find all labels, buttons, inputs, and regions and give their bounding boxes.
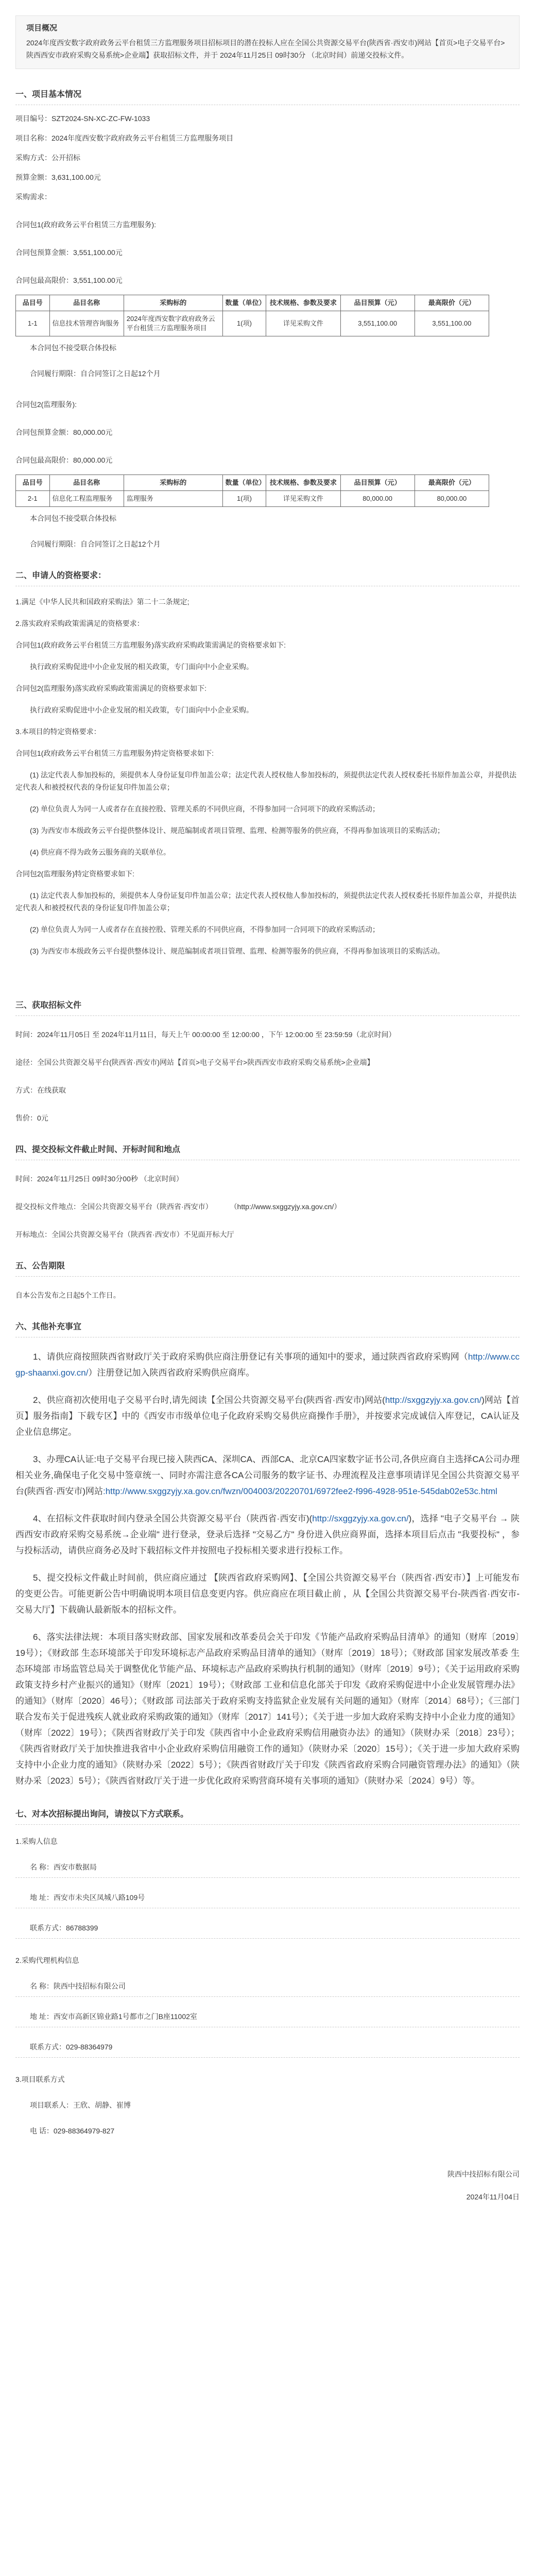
package1-max-price: 合同包最高限价：3,551,100.00元: [15, 276, 123, 284]
cell-item-budget: 3,551,100.00: [340, 311, 415, 336]
qualification-line: 2.落实政府采购政策需满足的资格要求：: [15, 619, 144, 628]
col-specs: 技术规格、参数及要求: [266, 295, 340, 311]
qualification-line: 合同包2(监理服务)落实政府采购政策需满足的资格要求如下:: [15, 684, 206, 692]
table-header-row: [16, 475, 489, 491]
package1-items-table: [15, 295, 489, 336]
divider: [15, 1877, 520, 1878]
section-heading-get-documents: 三、获取招标文件: [15, 998, 520, 1016]
col-item-name: 品目名称: [49, 475, 124, 491]
agency-phone: 联系方式：029-88364979: [30, 2043, 113, 2051]
other-item-2-tail: )网站【首页】服务指南】下载专区】中的《西安市市级单位电子化政府采购交易供应商操作手册》，并按要求完成诚信入库登记，CA认证及企业信息绑定。: [15, 1395, 520, 1437]
agency-address: 地 址：西安市高新区锦业路1号都市之门B座11002室: [30, 2012, 197, 2021]
section-heading-contacts: 七、对本次招标提出询问，请按以下方式联系。: [15, 1807, 520, 1825]
table-row: [16, 491, 489, 507]
agency-name: 名 称：陕西中技招标有限公司: [30, 1982, 126, 1990]
qualification-line: 合同包1(政府政务云平台租赁三方监理服务)特定资格要求如下:: [15, 749, 214, 757]
other-item-6: 6、落实法律法规：本项目落实财政部、国家发展和改革委员会关于印发《节能产品政府采购品目清单》的通知（财库〔2019〕19号）；《财政部 生态环境部关于印发环境标志产品政府采购品目清单的通知》（财库〔2019〕18号）；《财政部 国家发展改革委 生态环境部 市场监管总局关于调整优化节能产品、环境标志产品政府采购执行机制的通知》（财库〔2019〕9号）；《关于运用政府采购政策支持乡村产业振兴的通知》（财库〔2021〕19号）；《财政部 工业和信息化部关于印发《政府采购促进中小企业发展管理办法》的通知》（财库〔2020〕46号）；《财政部 司法部关于政府采购支持监狱企业发展有关问题的通知》（财库〔2014〕68号）；《三部门联合发布关于促进残疾人就业政府采购政策的通知》（财库〔2017〕141号）；《关于进一步加大政府采购支持中小企业力度的通知》（财库〔2022〕19号）；《陕西省财政厅关于印发《陕西省中小企业政府采购信用融资办法》的通知》（陕财办采〔2018〕23号）；《陕西省财政厅关于加快推进我省中小企业政府采购信用融资工作的通知》（陕财办采〔2020〕15号）；《关于进一步加大政府采购支持中小企业力度的通知》（陕财办采〔2022〕5号）；《陕西省财政厅关于印发《陕西省政府采购合同融资管理办法》的通知》（陕财办采〔2023〕5号）；《陕西省财政厅关于进一步优化政府采购营商环境有关事项的通知》（陕财办采〔2024〕9号）等。: [15, 1632, 520, 1786]
cell-item-budget: 80,000.00: [340, 491, 415, 507]
cell-item-name: 信息化工程监理服务: [49, 491, 124, 507]
package2-budget: 合同包预算金额：80,000.00元: [15, 428, 113, 436]
package1-budget: 合同包预算金额：3,551,100.00元: [15, 248, 123, 257]
other-item-5: [15, 1570, 520, 1618]
col-quantity: 数量（单位）: [222, 475, 266, 491]
table-header-row: [16, 295, 489, 311]
cell-subject: 2024年度西安数字政府政务云平台租赁三方监理服务项目: [124, 311, 222, 336]
divider: [15, 2057, 520, 2058]
overview-text: 2024年度西安数字政府政务云平台租赁三方监理服务项目招标项目的潜在投标人应在全国公共资源交易平台(陕西省·西安市)网站【首页>电子交易平台>陕西西安市政府采购交易系统>企业端】获取招标文件，并于 2024年11月25日 09时30分 （北京时间）前递交投标文件。: [26, 39, 505, 59]
cell-specs: 详见采购文件: [266, 491, 340, 507]
purchaser-address: 地 址：西安市未央区凤城八路109号: [30, 1893, 145, 1902]
col-specs: 技术规格、参数及要求: [266, 475, 340, 491]
divider: [15, 1996, 520, 1997]
doc-way: 方式：在线获取: [15, 1086, 66, 1094]
purchaser-title: 1.采购人信息: [15, 1837, 58, 1845]
package1-consortium-note: 本合同包不接受联合体投标: [30, 344, 116, 352]
ccgp-link[interactable]: http://www.ccgp-shaanxi.gov.cn/: [15, 1352, 520, 1378]
signature-date: 2024年11月04日: [466, 2193, 520, 2201]
cell-quantity: 1(项): [222, 311, 266, 336]
qualification-line: 执行政府采购促进中小企业发展的相关政策，专门面向中小企业采购。: [30, 663, 253, 671]
qualification-line: 合同包2(监理服务)特定资格要求如下:: [15, 870, 134, 878]
section-heading-submission: 四、提交投标文件截止时间、开标时间和地点: [15, 1143, 520, 1160]
col-subject: 采购标的: [124, 475, 222, 491]
project-name: 项目名称：2024年度西安数字政府政务云平台租赁三方监理服务项目: [15, 134, 234, 142]
submission-time: 时间：2024年11月25日 09时30分00秒 （北京时间）: [15, 1175, 183, 1183]
col-item-no: 品目号: [16, 475, 50, 491]
section-heading-basic-info: 一、项目基本情况: [15, 88, 520, 105]
ca-guide-link[interactable]: :http://www.sxggzyjy.xa.gov.cn/fwzn/004003/20220701/6972fee2-f996-4928-951e-545dab02e53c.html: [102, 1486, 497, 1496]
other-item-1-text: 1、请供应商按照陕西省财政厅关于政府采购供应商注册登记有关事项的通知中的要求，通过陕西省政府采购网（: [33, 1352, 468, 1362]
cell-specs: 详见采购文件: [266, 311, 340, 336]
submission-place-label: 提交投标文件地点：全国公共资源交易平台（陕西省·西安市）: [15, 1202, 213, 1211]
col-quantity: 数量（单位）: [222, 295, 266, 311]
requirement-item: (2) 单位负责人为同一人或者存在直接控股、管理关系的不同供应商，不得参加同一合同项下的政府采购活动；: [30, 925, 379, 934]
divider: [15, 1938, 520, 1939]
section-heading-notice-period: 五、公告期限: [15, 1259, 520, 1277]
trade-platform-link[interactable]: http://sxggzyjy.xa.gov.cn/: [312, 1514, 409, 1523]
agency-title: 2.采购代理机构信息: [15, 1956, 79, 1964]
other-item-2-text: 2、供应商初次使用电子交易平台时,请先阅读【全国公共资源交易平台(陕西省·西安市)网站(: [33, 1395, 385, 1405]
package2-name: 合同包2(监理服务):: [15, 400, 77, 409]
other-item-1-tail: ）注册登记加入陕西省政府采购供应商库。: [88, 1368, 255, 1378]
col-max-price: 最高限价（元）: [415, 475, 489, 491]
other-item-5-tail: ，从【全国公共资源交易平台-陕西省·西安市-交易大厅】下载确认最新版本的招标文件。: [15, 1589, 520, 1615]
package2-max-price: 合同包最高限价：80,000.00元: [15, 456, 113, 464]
purchaser-phone: 联系方式：86788399: [30, 1924, 98, 1932]
cell-item-no: 2-1: [16, 491, 50, 507]
project-contact-names: 项目联系人：王欣、胡静、崔博: [30, 2101, 131, 2109]
package2-items-table: [15, 474, 489, 507]
package1-name: 合同包1(政府政务云平台租赁三方监理服务):: [15, 221, 156, 229]
qualification-line: 合同包1(政府政务云平台租赁三方监理服务)落实政府采购政策需满足的资格要求如下:: [15, 641, 286, 649]
other-item-4: [15, 1511, 520, 1558]
project-number: 项目编号：SZT2024-SN-XC-ZC-FW-1033: [15, 114, 150, 123]
other-item-3-text: 3、办理CA认证:电子交易平台现已接入陕西CA、深圳CA、西部CA、北京CA四家数字证书公司,各供应商自主选择CA公司办理相关业务,确保电子化交易中签章统一、同时亦需注意各CA公司服务的数字证书、办理流程及注意事项请详见全国公共资源交易平台(陕西省·西安市)网站: [15, 1454, 520, 1496]
doc-price: 售价：0元: [15, 1114, 48, 1122]
package2-consortium-note: 本合同包不接受联合体投标: [30, 514, 116, 522]
col-subject: 采购标的: [124, 295, 222, 311]
notice-period-text: 自本公告发布之日起5个工作日。: [15, 1291, 120, 1299]
section-heading-other: 六、其他补充事宜: [15, 1320, 520, 1337]
other-item-3: [15, 1451, 520, 1499]
other-item-1: [15, 1349, 520, 1381]
doc-time: 时间：2024年11月05日 至 2024年11月11日，每天上午 00:00:00 至 12:00:00 ，下午 12:00:00 至 23:59:59（北京时间）: [15, 1030, 396, 1039]
signature-org: 陕西中技招标有限公司: [447, 2170, 520, 2178]
col-item-no: 品目号: [16, 295, 50, 311]
table-row: [16, 311, 489, 336]
other-item-2: [15, 1392, 520, 1440]
cell-item-name: 信息技术管理咨询服务: [49, 311, 124, 336]
submission-place: [15, 1200, 520, 1213]
package1-contract-period: 合同履行期限：自合同签订之日起12个月: [30, 369, 161, 378]
opening-place: 开标地点：全国公共资源交易平台（陕西省·西安市）不见面开标大厅: [15, 1230, 234, 1239]
requirement-item: (2) 单位负责人为同一人或者存在直接控股、管理关系的不同供应商，不得参加同一合同项下的政府采购活动；: [30, 805, 379, 813]
requirement-item: (3) 为西安市本级政务云平台提供整体设计、规范编制或者项目管理、监理、检测等服务的供应商，不得再参加该项目的采购活动。: [30, 947, 444, 955]
cell-subject: 监理服务: [124, 491, 222, 507]
qualification-line: 执行政府采购促进中小企业发展的相关政策，专门面向中小企业采购。: [30, 706, 253, 714]
project-overview-box: [15, 15, 520, 69]
submission-url[interactable]: （http://www.sxggzyjy.xa.gov.cn/）: [230, 1202, 341, 1211]
requirement-item: (1) 法定代表人参加投标的，须提供本人身份证复印件加盖公章；法定代表人授权他人参加投标的，须提供法定代表人授权委托书原件加盖公章，并提供法定代表人和被授权代表的身份证复印件加盖公章；: [15, 891, 516, 912]
procurement-method: 采购方式：公开招标: [15, 154, 80, 162]
requirement-item: (4) 供应商不得为政务云服务商的关联单位。: [30, 848, 170, 856]
requirement-item: (1) 法定代表人参加投标的，须提供本人身份证复印件加盖公章；法定代表人授权他人参加投标的，须提供法定代表人授权委托书原件加盖公章，并提供法定代表人和被授权代表的身份证复印件加盖公章；: [15, 771, 516, 791]
col-item-budget: 品目预算（元）: [340, 295, 415, 311]
cell-quantity: 1(项): [222, 491, 266, 507]
purchaser-name: 名 称：西安市数据局: [30, 1863, 97, 1871]
requirement-item: (3) 为西安市本级政务云平台提供整体设计、规范编制或者项目管理、监理、检测等服务的供应商，不得再参加该项目的采购活动；: [30, 826, 444, 835]
qualification-line: 3.本项目的特定资格要求：: [15, 727, 101, 736]
package2-contract-period: 合同履行期限：自合同签订之日起12个月: [30, 540, 161, 548]
other-item-4-tail: )，选择 "电子交易平台 → 陕西西安市政府采购交易系统→企业端" 进行登录，登录后选择 "交易乙方" 身份进入供应商界面，选择本项目后点击 "我要投标" ，参与投标活动，请供应商务必及时下载招标文件并按照电子投标相关要求进行投标工作。: [15, 1514, 520, 1555]
overview-title: 项目概况: [26, 24, 58, 32]
budget-amount: 预算金额：3,631,100.00元: [15, 173, 101, 181]
project-contact-phone: 电 话：029-88364979-827: [30, 2127, 115, 2135]
section-heading-qualification: 二、申请人的资格要求：: [15, 569, 520, 586]
col-item-name: 品目名称: [49, 295, 124, 311]
qualification-line: 1.满足《中华人民共和国政府采购法》第二十二条规定;: [15, 598, 189, 606]
cell-max-price: 80,000.00: [415, 491, 489, 507]
doc-channel: 途径：全国公共资源交易平台(陕西省·西安市)网站【首页>电子交易平台>陕西西安市政府采购交易系统>企业端】: [15, 1058, 374, 1066]
procurement-needs: 采购需求：: [15, 193, 51, 201]
cell-max-price: 3,551,100.00: [415, 311, 489, 336]
col-item-budget: 品目预算（元）: [340, 475, 415, 491]
project-contact-title: 3.项目联系方式: [15, 2075, 65, 2083]
col-max-price: 最高限价（元）: [415, 295, 489, 311]
other-item-4-text: 4、在招标文件获取时间内登录全国公共资源交易平台（陕西省·西安市)(: [33, 1514, 313, 1523]
cell-item-no: 1-1: [16, 311, 50, 336]
sxggzyjy-link[interactable]: http://sxggzyjy.xa.gov.cn/: [385, 1395, 482, 1405]
other-item-5-text: 5、提交投标文件截止时间前，供应商应通过 【陕西省政府采购网】、【全国公共资源交易平台（陕西省·西安市）】上可能发布的变更公告。可能更新公告中明确说明本项目信息变更内容。供应商应在项目截止前: [15, 1573, 520, 1599]
